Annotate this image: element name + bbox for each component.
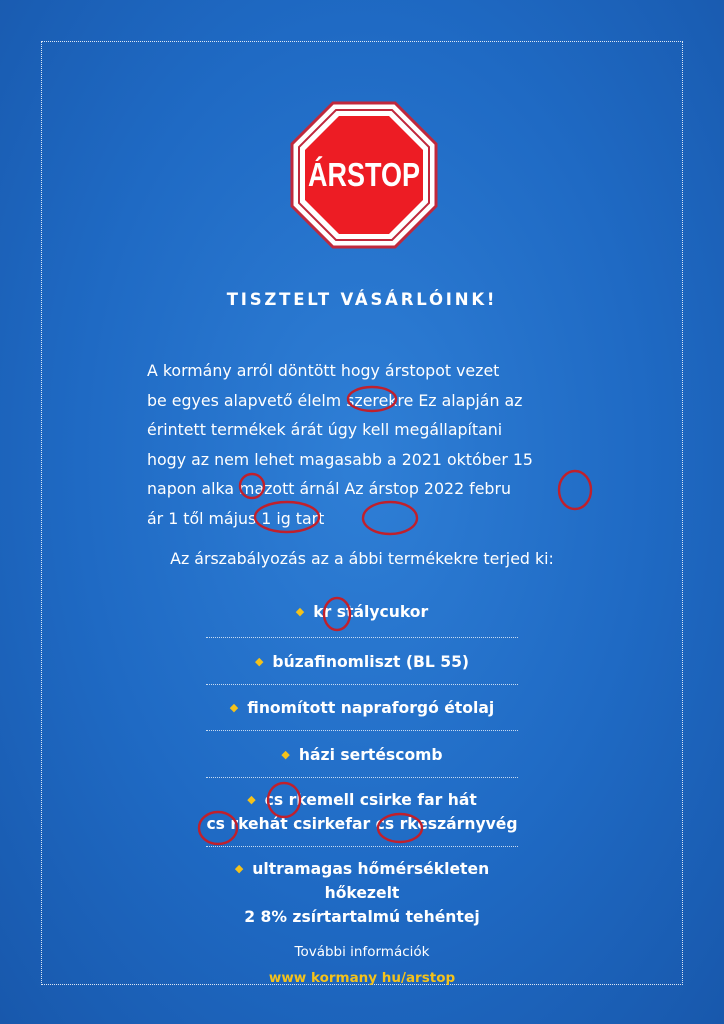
- product-name: finomított napraforgó étolaj: [247, 699, 495, 717]
- product-name: búzafinomliszt (BL 55): [272, 653, 470, 671]
- product-item: [206, 638, 518, 685]
- diamond-bullet-icon: ◆: [295, 605, 305, 618]
- product-name: házi sertéscomb: [298, 746, 443, 764]
- product-item: [206, 685, 518, 731]
- product-name: ultramagas hőmérsékleten hőkezelt: [252, 860, 490, 902]
- logo-text: ÁRSTOP: [308, 156, 420, 193]
- product-item: [206, 778, 518, 847]
- diamond-bullet-icon: ◆: [247, 793, 256, 806]
- product-name: cs rkemell csirke far hát: [264, 791, 477, 809]
- product-name-continued: 2 8% zsírtartalmú tehéntej: [244, 908, 480, 926]
- paragraph-line: napon alka mazott árnál Az árstop 2022 febru: [147, 479, 511, 498]
- paragraph-line: be egyes alapvető élelm szerekre Ez alapján az: [147, 390, 523, 410]
- more-info-label: További információk: [294, 944, 430, 960]
- paragraph-line: A kormány arról döntött hogy árstopot vezet: [147, 361, 500, 380]
- product-list: [206, 592, 518, 926]
- product-item: [206, 847, 518, 926]
- diamond-bullet-icon: ◆: [234, 862, 244, 875]
- paragraph-line: hogy az nem lehet magasabb a 2021 október 15: [147, 449, 533, 469]
- intro-paragraph: [147, 356, 580, 533]
- diamond-bullet-icon: ◆: [281, 748, 290, 761]
- product-name: kr stálycukor: [313, 603, 429, 621]
- diamond-bullet-icon: ◆: [254, 655, 264, 668]
- arstop-stop-sign-logo: [289, 100, 439, 250]
- product-item: [206, 592, 518, 638]
- paragraph-line: érintett termékek árát úgy kell megállapítani: [147, 420, 503, 439]
- product-name-continued: cs rkehát csirkefar cs rkeszárnyvég: [206, 815, 518, 833]
- products-subheading: Az árszabályozás az a ábbi termékekre terjed ki:: [170, 549, 554, 568]
- page-heading: TISZTELT VÁSÁRLÓINK!: [226, 290, 498, 309]
- paragraph-line: ár 1 től május 1 ig tart: [147, 508, 325, 528]
- product-item: [206, 731, 518, 778]
- website-link[interactable]: www kormany hu/arstop: [268, 970, 456, 986]
- diamond-bullet-icon: ◆: [229, 701, 239, 714]
